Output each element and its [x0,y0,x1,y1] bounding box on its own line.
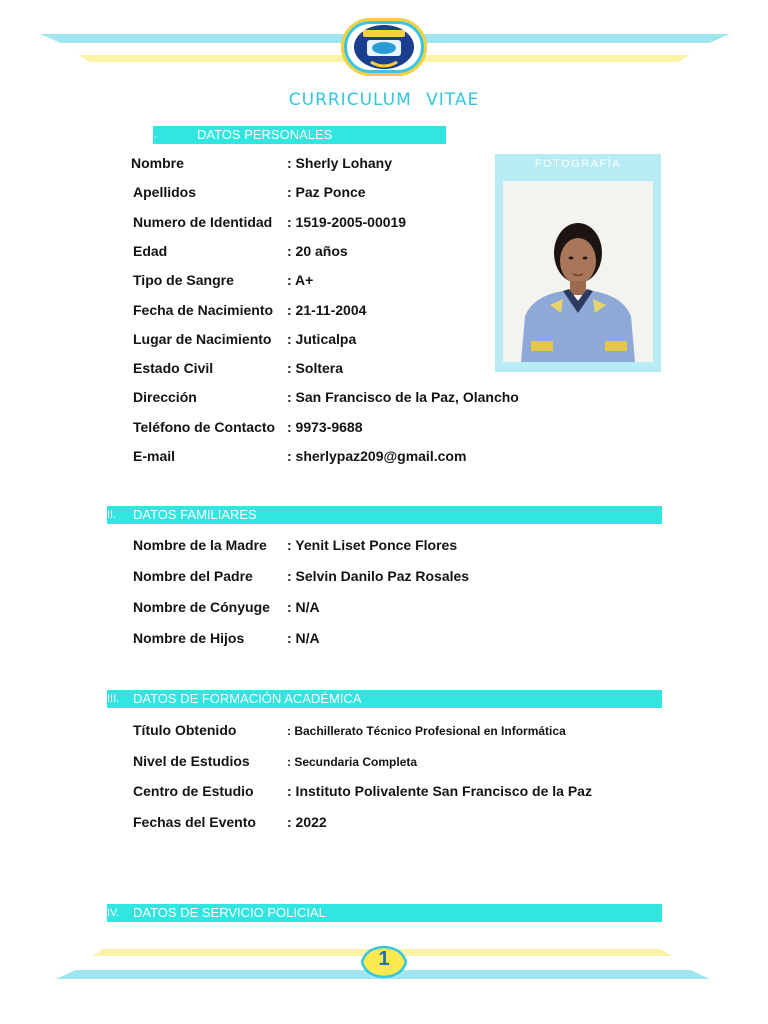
section-number: II. [107,509,117,521]
photo-label: FOTOGRAFÍA [534,158,622,170]
row-label: Centro de Estudio [133,783,254,799]
row-value: : Juticalpa [287,331,357,347]
section-title: DATOS DE FORMACIÓN ACADÉMICA [133,691,362,706]
row-label: Fechas del Evento [133,814,256,830]
section-bar-personal [153,126,446,144]
row-value: : Secundaria Completa [287,755,418,769]
row-value: : A+ [287,272,314,288]
row-value: : Soltera [287,360,344,376]
document-title: CURRICULUM VITAE [288,90,480,110]
row-label: Dirección [133,389,197,405]
section-bar-family [107,506,662,524]
row-value: : 1519-2005-00019 [287,214,407,230]
row-label: Nombre del Padre [133,568,253,584]
row-value: : Bachillerato Técnico Profesional en Informática [287,724,566,738]
row-value: : Sherly Lohany [287,155,393,171]
section-bar-police [107,904,662,922]
row-label: Numero de Identidad [133,214,273,230]
section-title: DATOS FAMILIARES [133,507,257,522]
row-label: Nivel de Estudios [133,753,250,769]
row-value: : N/A [287,630,320,646]
row-label: Fecha de Nacimiento [133,302,274,318]
page-number: 1 [378,948,390,970]
row-value: : 20 años [287,243,348,259]
row-label: Nombre [131,155,184,171]
row-value: : 21-11-2004 [287,302,367,318]
row-label: E-mail [133,448,176,464]
row-label: Apellidos [133,184,197,200]
row-value: : N/A [287,599,320,615]
section-title: DATOS DE SERVICIO POLICIAL [133,905,326,920]
portrait-photo-icon [503,181,653,362]
row-label: Teléfono de Contacto [133,419,276,435]
section-bar-education [107,690,662,708]
section-title: DATOS PERSONALES [197,127,333,142]
row-label: Edad [133,243,168,259]
row-label: Nombre de Hijos [133,630,245,646]
row-value: : sherlypaz209@gmail.com [287,448,467,464]
row-value: : 2022 [287,814,327,830]
row-label: Título Obtenido [133,722,237,738]
police-shield-emblem-icon [341,18,427,76]
row-label: Nombre de Cónyuge [133,599,270,615]
row-label: Nombre de la Madre [133,537,267,553]
section-number: I. [151,129,158,141]
row-label: Lugar de Nacimiento [133,331,272,347]
section-number: IV. [107,907,120,919]
row-value: : Yenit Liset Ponce Flores [287,537,458,553]
row-value: : San Francisco de la Paz, Olancho [287,389,519,405]
row-value: : 9973-9688 [287,419,363,435]
row-label: Tipo de Sangre [133,272,234,288]
section-number: III. [107,693,120,705]
row-value: : Selvin Danilo Paz Rosales [287,568,470,584]
row-value: : Instituto Polivalente San Francisco de la Paz [287,783,592,799]
row-value: : Paz Ponce [287,184,366,200]
row-label: Estado Civil [133,360,214,376]
